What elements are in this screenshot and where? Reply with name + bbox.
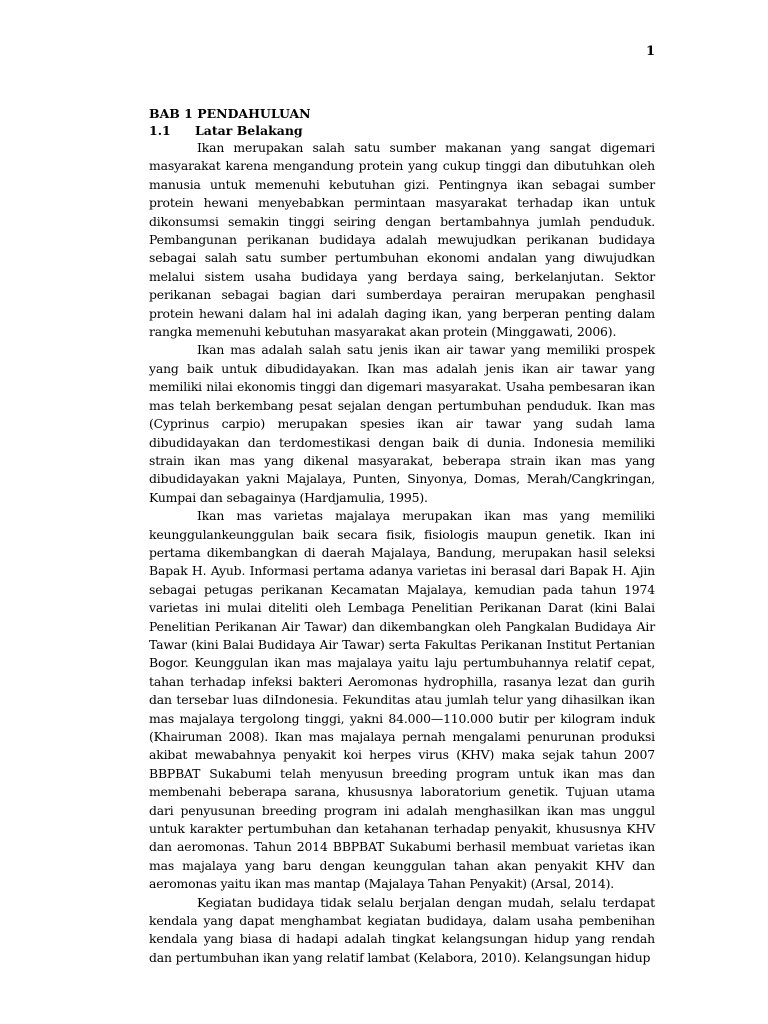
chapter-title: BAB 1 PENDAHULUAN [149, 106, 311, 121]
paragraph-3: Ikan mas varietas majalaya merupakan ikan mas yang memiliki keunggulankeunggulan baik secara fisik, fisiologis maupun genetik. Ikan ini pertama dikembangkan di daerah Majalaya, Bandung, merupakan hasil seleksi Bapak H. Ayub. Informasi pertama adanya varietas ini berasal dari Bapak H. Ajin sebagai petugas perikanan Kecamatan Majalaya, kemudian pada tahun 1974 varietas ini mulai diteliti oleh Lembaga Penelitian Perikanan Darat (kini Balai Penelitian Perikanan Air Tawar) dan dikembangkan oleh Pangkalan Budidaya Air Tawar (kini Balai Budidaya Air Tawar) serta Fakultas Perikanan Institut Pertanian Bogor. Keunggulan ikan mas majalaya yaitu laju pertumbuhannya relatif cepat, tahan terhadap infeksi bakteri Aeromonas hydrophilla, rasanya lezat dan gurih dan tersebar luas diIndonesia. Fekunditas atau jumlah telur yang dihasilkan ikan mas majalaya tergolong tinggi, yakni 84.000—110.000 butir per kilogram induk (Khairuman 2008). Ikan mas majalaya pernah mengalami penurunan produksi akibat mewabahnya penyakit koi herpes virus (KHV) maka sejak tahun 2007 BBPBAT Sukabumi telah menyusun breeding program untuk ikan mas dan membenahi beberapa sarana, khususnya laboratorium genetik. Tujuan utama dari penyusunan breeding program ini adalah menghasilkan ikan mas unggul untuk karakter pertumbuhan dan ketahanan terhadap penyakit, khususnya KHV dan aeromonas. Tahun 2014 BBPBAT Sukabumi berhasil membuat varietas ikan mas majalaya yang baru dengan keunggulan tahan akan penyakit KHV dan aeromonas yaitu ikan mas mantap (Majalaya Tahan Penyakit) (Arsal, 2014). [149, 508, 655, 892]
section-heading [149, 122, 655, 139]
page-number: 1 [646, 44, 656, 59]
page-content [149, 105, 655, 967]
section-title: Latar Belakang [195, 123, 303, 138]
paragraph-2: Ikan mas adalah salah satu jenis ikan air tawar yang memiliki prospek yang baik untuk dibudidayakan. Ikan mas adalah jenis ikan air tawar yang memiliki nilai ekonomis tinggi dan digemari masyarakat. Usaha pembesaran ikan mas telah berkembang pesat sejalan dengan pertumbuhan penduduk. Ikan mas (Cyprinus carpio) merupakan spesies ikan air tawar yang sudah lama dibudidayakan dan terdomestikasi dengan baik di dunia. Indonesia memiliki strain ikan mas yang dikenal masyarakat, beberapa strain ikan mas yang dibudidayakan yakni Majalaya, Punten, Sinyonya, Domas, Merah/Cangkringan, Kumpai dan sebagainya (Hardjamulia, 1995). [149, 342, 655, 505]
paragraph-4: Kegiatan budidaya tidak selalu berjalan dengan mudah, selalu terdapat kendala yang dapat menghambat kegiatan budidaya, dalam usaha pembenihan kendala yang biasa di hadapi adalah tingkat kelangsungan hidup yang rendah dan pertumbuhan ikan yang relatif lambat (Kelabora, 2010). Kelangsungan hidup [149, 894, 655, 965]
paragraph-1: Ikan merupakan salah satu sumber makanan yang sangat digemari masyarakat karena mengandung protein yang cukup tinggi dan dibutuhkan oleh manusia untuk memenuhi kebutuhan gizi. Pentingnya ikan sebagai sumber protein hewani menyebabkan permintaan masyarakat terhadap ikan untuk dikonsumsi semakin tinggi seiring dengan bertambahnya jumlah penduduk. Pembangunan perikanan budidaya adalah mewujudkan perikanan budidaya sebagai salah satu sumber pertumbuhan ekonomi andalan yang diwujudkan melalui sistem usaha budidaya yang berdaya saing, berkelanjutan. Sektor perikanan sebagai bagian dari sumberdaya perairan merupakan penghasil protein hewani dalam hal ini adalah daging ikan, yang berperan penting dalam rangka memenuhi kebutuhan masyarakat akan protein (Minggawati, 2006). [149, 140, 655, 340]
section-number: 1.1 [149, 123, 171, 138]
